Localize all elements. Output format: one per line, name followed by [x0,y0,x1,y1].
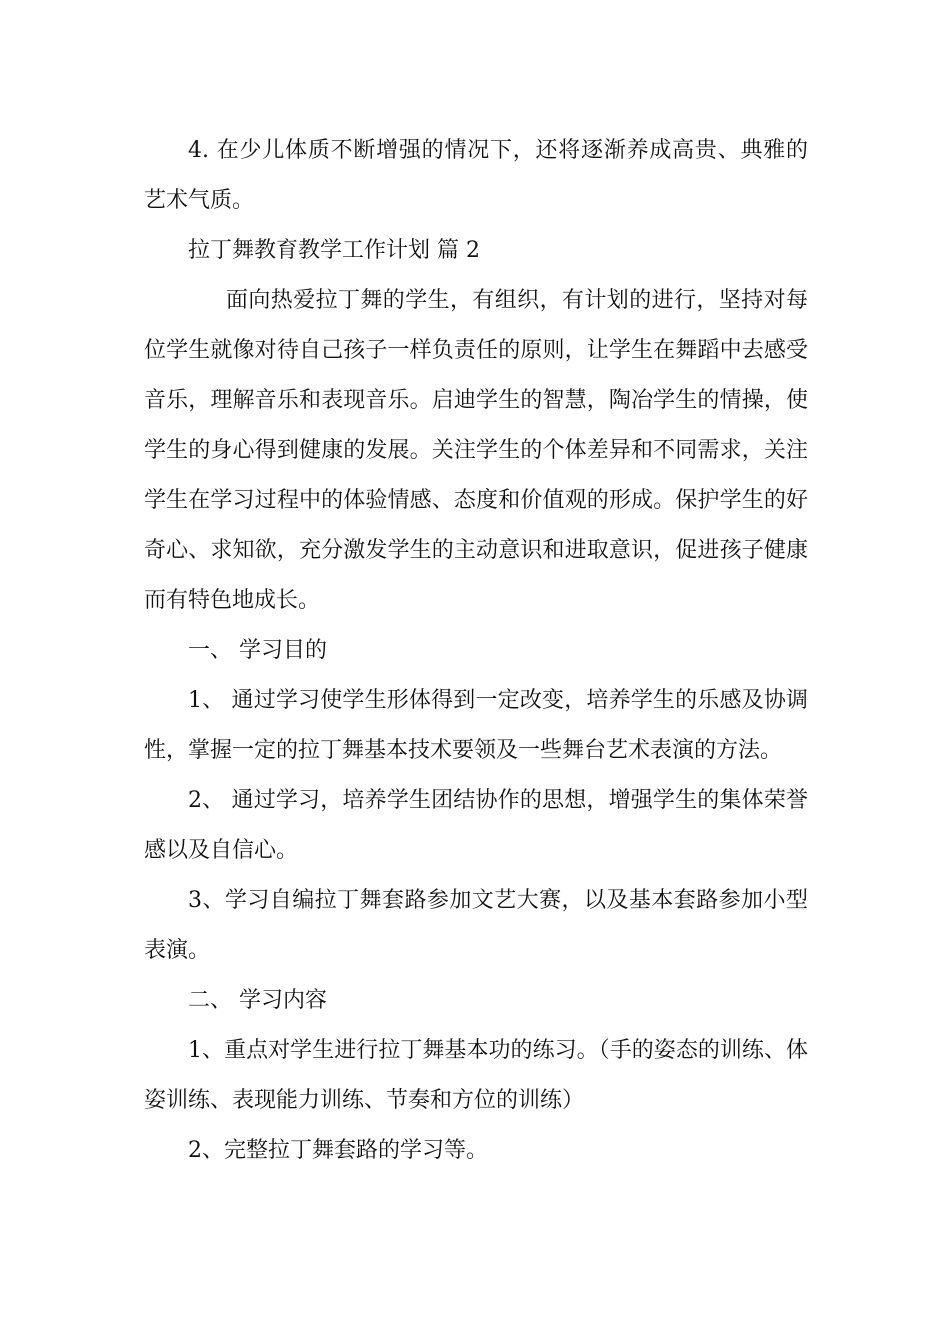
paragraph-goal-2: 2、 通过学习，培养学生团结协作的思想，增强学生的集体荣誉感以及自信心。 [144,788,808,863]
document-body [144,126,808,1176]
heading-learning-goals: 一、 学习目的 [188,638,327,663]
section-heading-part-2: 拉丁舞教育教学工作计划 篇 2 [188,238,480,263]
paragraph-content-2: 2、完整拉丁舞套路的学习等。 [188,1138,488,1163]
paragraph-goal-3: 3、学习自编拉丁舞套路参加文艺大赛，以及基本套路参加小型表演。 [144,888,808,963]
paragraph-intro: 面向热爱拉丁舞的学生，有组织，有计划的进行，坚持对每位学生就像对待自己孩子一样负责任的原则，让学生在舞蹈中去感受音乐，理解音乐和表现音乐。启迪学生的智慧，陶冶学生的情操，使学生的身心得到健康的发展。关注学生的个体差异和不同需求，关注学生在学习过程中的体验情感、态度和价值观的形成。保护学生的好奇心、求知欲，充分激发学生的主动意识和进取意识，促进孩子健康而有特色地成长。 [144,288,808,613]
paragraph-goal-1: 1、 通过学习使学生形体得到一定改变，培养学生的乐感及协调性，掌握一定的拉丁舞基本技术要领及一些舞台艺术表演的方法。 [144,688,808,763]
paragraph-item-4: 4. 在少儿体质不断增强的情况下，还将逐渐养成高贵、典雅的艺术气质。 [144,138,808,213]
paragraph-content-1: 1、重点对学生进行拉丁舞基本功的练习。（手的姿态的训练、体姿训练、表现能力训练、节奏和方位的训练） [144,1038,808,1113]
heading-learning-content: 二、 学习内容 [188,988,327,1013]
